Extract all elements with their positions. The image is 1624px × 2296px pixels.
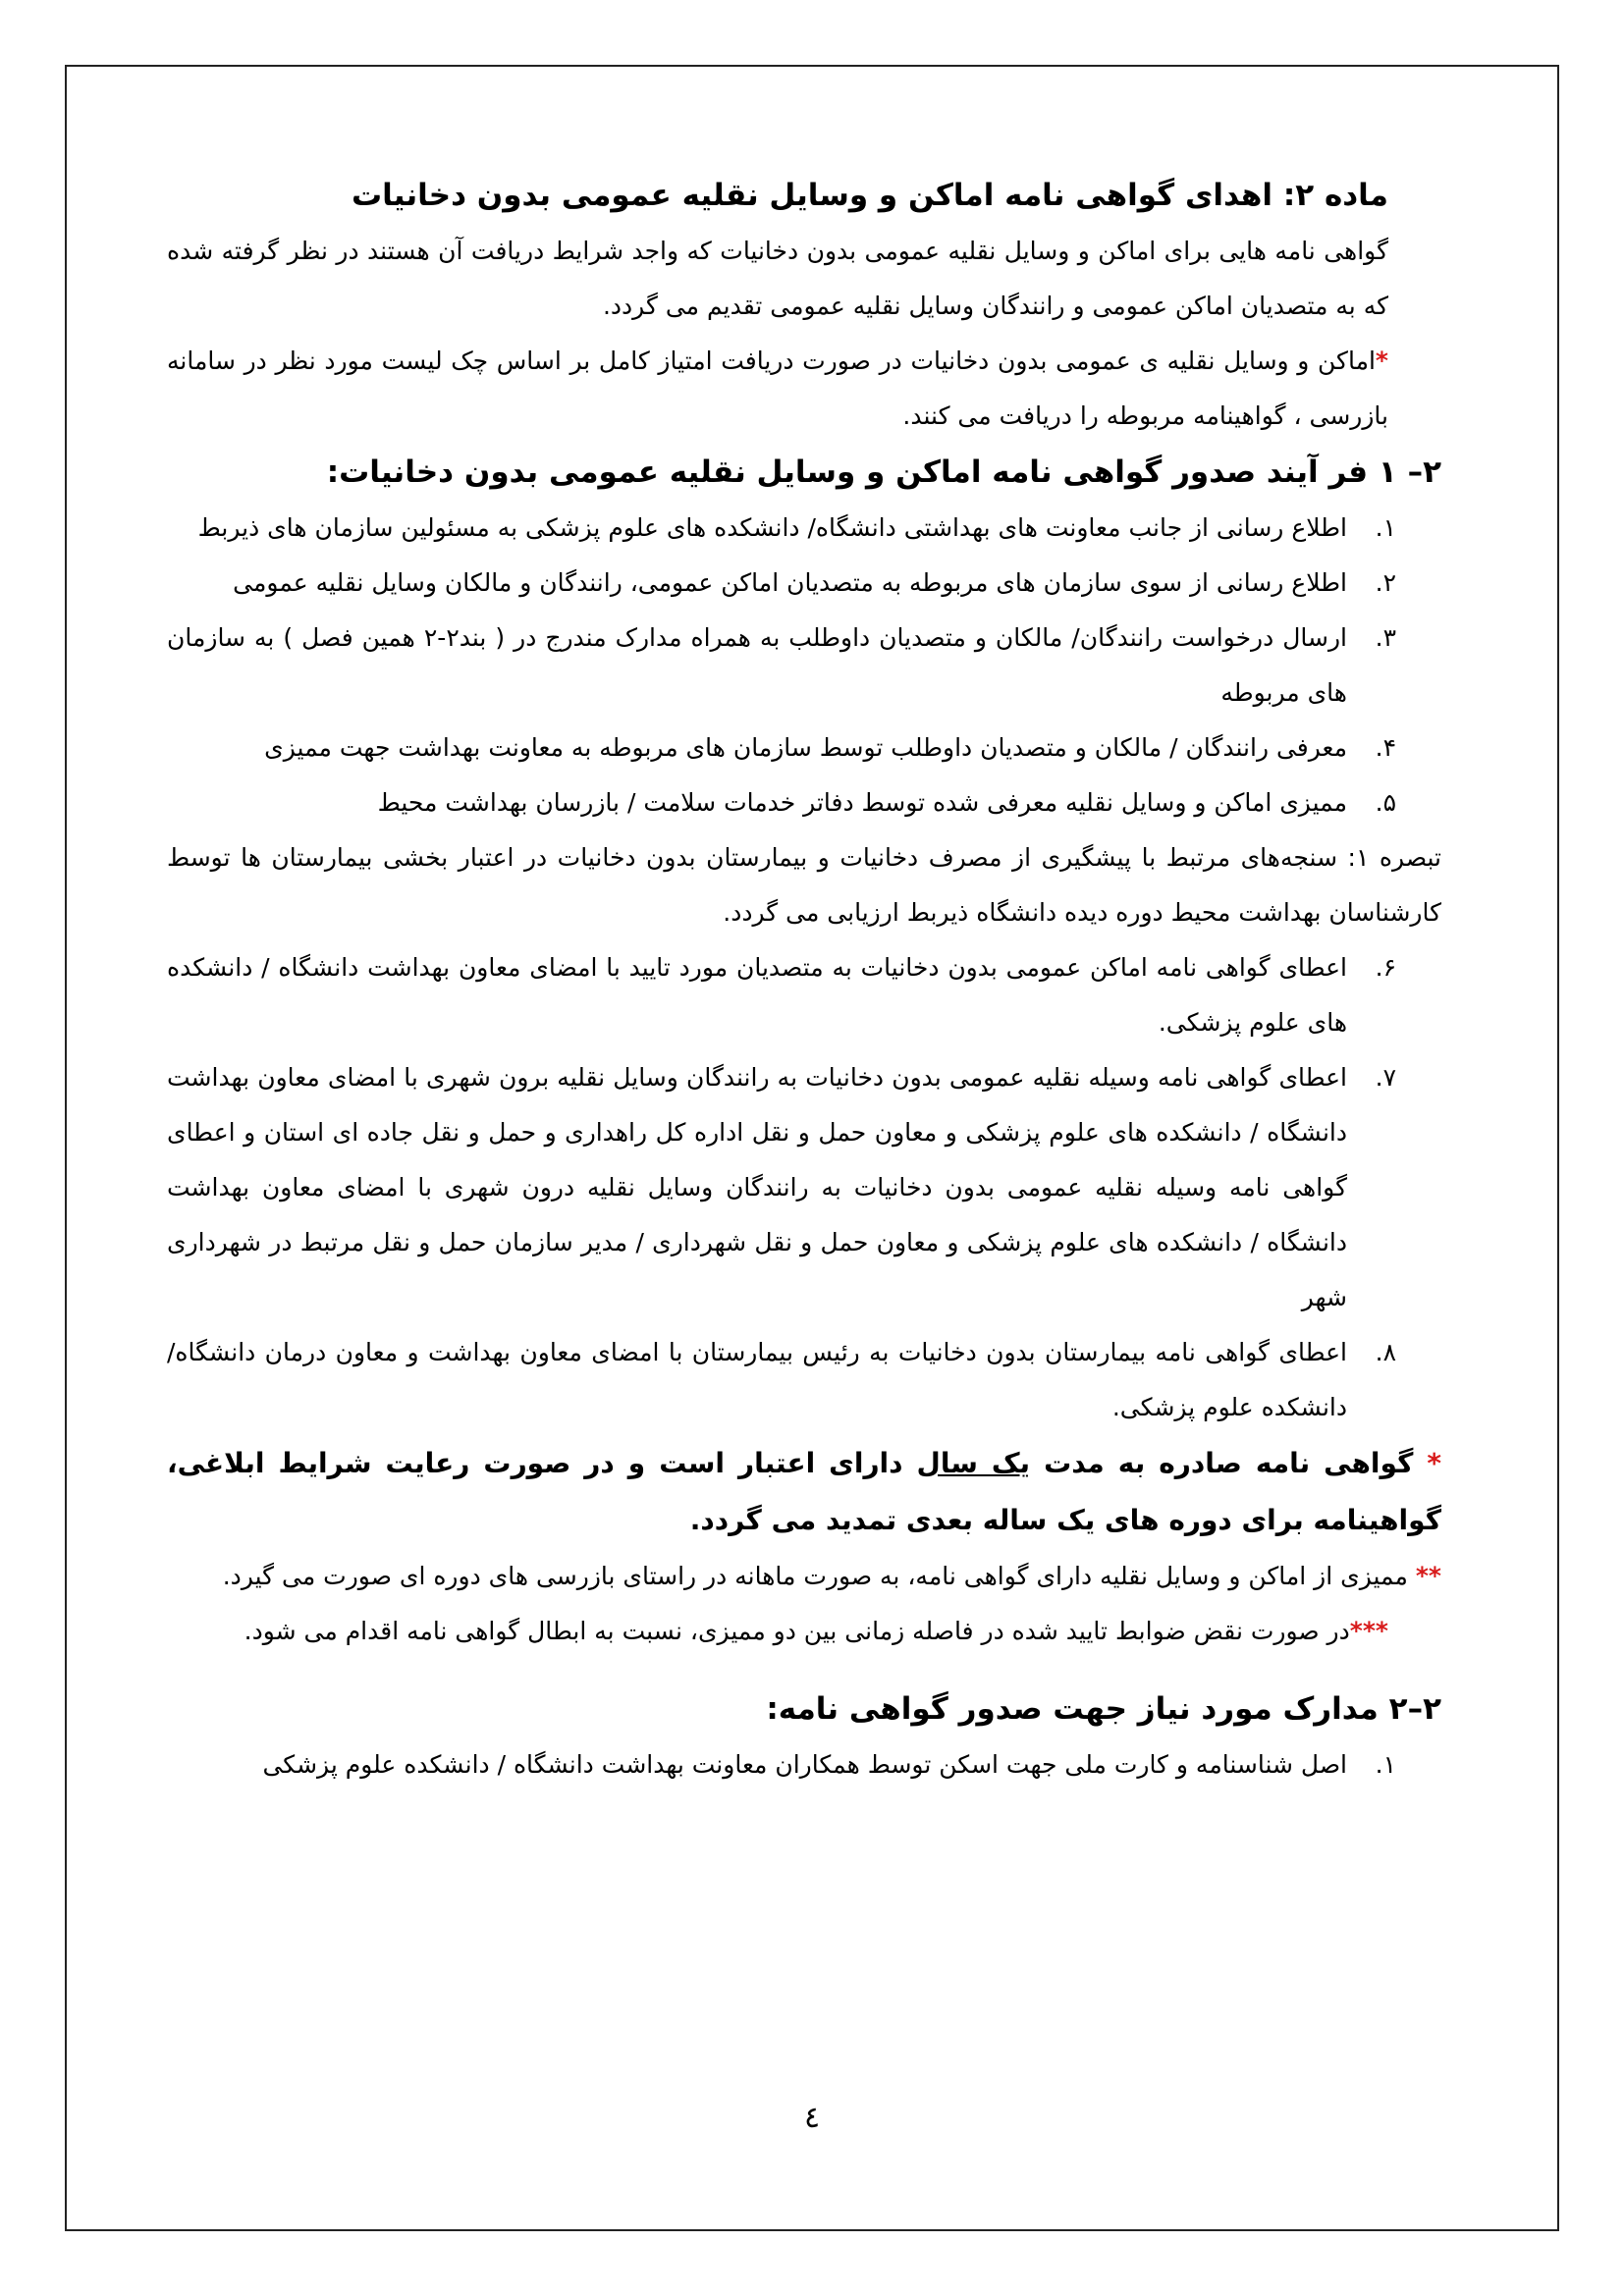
- audit-note-text: ممیزی از اماکن و وسایل نقلیه دارای گواهی نامه، به صورت ماهانه در راستای بازرسی های دوره ای صورت می گیرد.: [222, 1562, 1408, 1590]
- list-item: [167, 1737, 1396, 1792]
- list-text: اطلاع رسانی از سوی سازمان های مربوطه به متصدیان اماکن عمومی، رانندگان و مالکان وسایل نقلیه عمومی: [233, 568, 1347, 597]
- revoke-note-text: در صورت نقض ضوابط تایید شده در فاصله زمانی بین دو ممیزی، نسبت به ابطال گواهی نامه اقدام می شود.: [244, 1617, 1350, 1645]
- process-list: [167, 501, 1441, 830]
- list-text: اطلاع رسانی از جانب معاونت های بهداشتی دانشگاه/ دانشکده های علوم پزشکی به مسئولین سازمان های ذیربط: [197, 513, 1347, 542]
- list-text: اصل شناسنامه و کارت ملی جهت اسکن توسط همکاران معاونت بهداشت دانشگاه / دانشکده علوم پزشکی: [262, 1750, 1347, 1779]
- article-intro: گواهی نامه هایی برای اماکن و وسایل نقلیه عمومی بدون دخانیات که واجد شرایط دریافت آن هستند در نظر گرفته شده که به متصدیان اماکن عمومی و رانندگان وسایل نقلیه عمومی تقدیم می گردد.: [167, 237, 1388, 320]
- list-item: [167, 501, 1396, 556]
- documents-list: [167, 1737, 1441, 1792]
- article-title: ماده ۲: اهدای گواهی نامه اماکن و وسایل نقلیه عمومی بدون دخانیات: [352, 178, 1388, 213]
- validity-period: یک سال: [916, 1447, 1031, 1479]
- section-spacer: [167, 1659, 1441, 1681]
- list-number: ۷.: [1375, 1063, 1396, 1092]
- list-item: [167, 556, 1396, 611]
- list-item: [167, 775, 1396, 830]
- list-text: ارسال درخواست رانندگان/ مالکان و متصدیان داوطلب به همراه مدارک مندرج در ( بند۲-۲ همین فصل ) به سازمان های مربوطه: [167, 623, 1347, 707]
- audit-note: [167, 1549, 1441, 1604]
- list-item: [167, 1050, 1396, 1325]
- triple-asterisk-icon: ***: [1349, 1617, 1388, 1645]
- asterisk-icon: *: [1375, 347, 1388, 375]
- star-note: [167, 334, 1441, 444]
- list-item: [167, 611, 1396, 721]
- list-number: ۴.: [1375, 733, 1396, 762]
- list-text: ممیزی اماکن و وسایل نقلیه معرفی شده توسط دفاتر خدمات سلامت / بازرسان بهداشت محیط: [377, 788, 1347, 817]
- list-number: ۶.: [1375, 953, 1396, 982]
- list-item: [167, 940, 1396, 1050]
- list-number: ۸.: [1375, 1338, 1396, 1366]
- list-item: [167, 721, 1396, 775]
- list-number: ۵.: [1375, 788, 1396, 817]
- asterisk-icon: *: [1427, 1447, 1442, 1479]
- validity-note: [167, 1435, 1441, 1549]
- revoke-note: [167, 1604, 1441, 1659]
- star-note-text: اماکن و وسایل نقلیه ی عمومی بدون دخانیات در صورت دریافت امتیاز کامل بر اساس چک لیست مورد نظر در سامانه بازرسی ، گواهینامه مربوطه را دریافت می کنند.: [167, 347, 1388, 430]
- list-number: ۱.: [1375, 513, 1396, 542]
- list-text: اعطای گواهی نامه وسیله نقلیه عمومی بدون دخانیات به رانندگان وسایل نقلیه برون شهری با امضای معاون بهداشت دانشگاه / دانشکده های علوم پزشکی و معاون حمل و نقل اداره کل راهداری و حمل و نقل جاده ای استان و اعطای گواهی نامه وسیله نقلیه عمومی بدون دخانیات به رانندگان وسایل نقلیه درون شهری با امضای معاون بهداشت دانشگاه / دانشکده های علوم پزشکی و معاون حمل و نقل شهرداری / مدیر سازمان حمل و نقل مرتبط در شهرداری شهر: [167, 1063, 1347, 1311]
- list-number: ۱.: [1375, 1750, 1396, 1779]
- list-number: ۲.: [1375, 568, 1396, 597]
- process-list-continued: [167, 940, 1441, 1435]
- validity-text-after: دارای اعتبار است و در صورت رعایت شرایط ابلاغی، گواهینامه برای دوره های یک ساله بعدی تمدید می گردد.: [167, 1447, 1441, 1536]
- list-number: ۳.: [1375, 623, 1396, 652]
- list-text: اعطای گواهی نامه بیمارستان بدون دخانیات به رئیس بیمارستان با امضای معاون بهداشت و معاون درمان دانشگاه/ دانشکده علوم پزشکی.: [167, 1338, 1347, 1421]
- section1-title: ۲– ۱ فر آیند صدور گواهی نامه اماکن و وسایل نقلیه عمومی بدون دخانیات:: [326, 454, 1441, 490]
- double-asterisk-icon: **: [1415, 1562, 1441, 1590]
- section2-title: ۲–۲ مدارک مورد نیاز جهت صدور گواهی نامه:: [766, 1691, 1441, 1727]
- note-1: تبصره ۱: سنجه‌های مرتبط با پیشگیری از مصرف دخانیات و بیمارستان بدون دخانیات در اعتبار بخشی بیمارستان ها توسط کارشناسان بهداشت محیط دوره دیده دانشگاه ذیربط ارزیابی می گردد.: [167, 843, 1442, 927]
- list-text: معرفی رانندگان / مالکان و متصدیان داوطلب توسط سازمان های مربوطه به معاونت بهداشت جهت ممیزی: [264, 733, 1347, 762]
- validity-text-before: گواهی نامه صادره به مدت: [1044, 1447, 1414, 1479]
- list-text: اعطای گواهی نامه اماکن عمومی بدون دخانیات به متصدیان مورد تایید با امضای معاون بهداشت دانشگاه / دانشکده های علوم پزشکی.: [167, 953, 1347, 1037]
- document-body: [167, 167, 1441, 1792]
- list-item: [167, 1325, 1396, 1435]
- page-number: ٤: [803, 2101, 821, 2135]
